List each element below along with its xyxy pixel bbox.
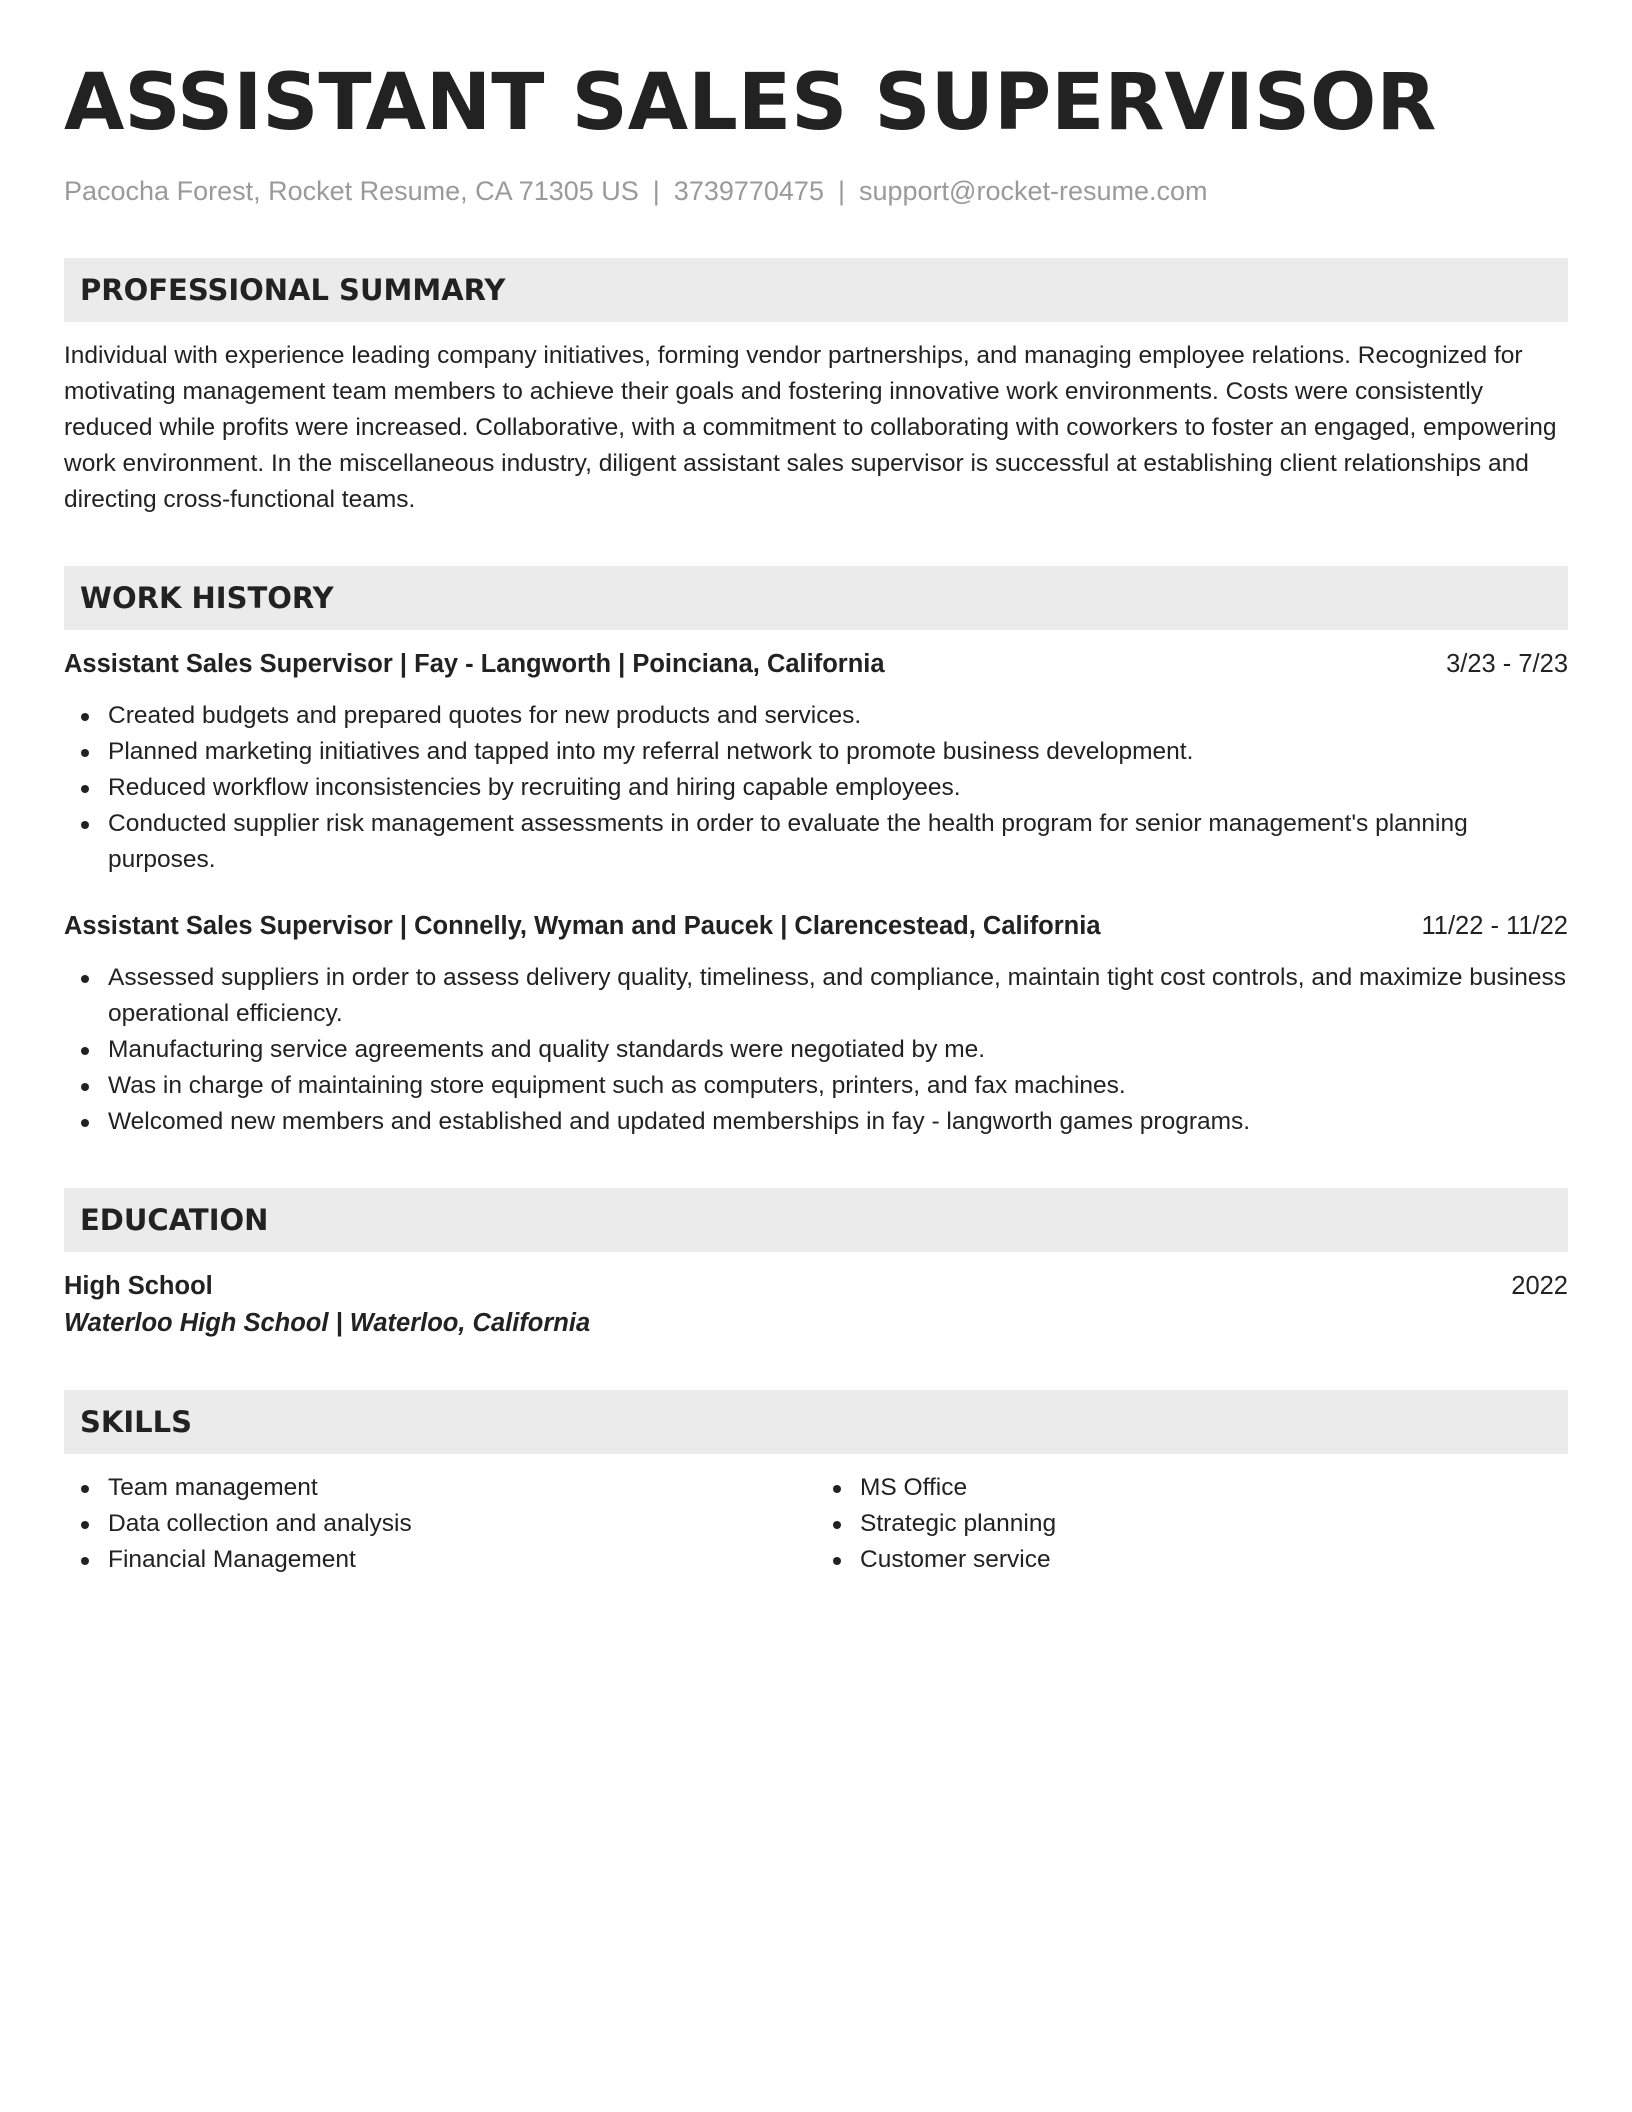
job-bullets	[64, 698, 1568, 878]
job-title: Assistant Sales Supervisor | Connelly, Wyman and Paucek | Clarencestead, California	[64, 912, 1101, 940]
skill-item: Strategic planning	[860, 1506, 1568, 1542]
summary-text: Individual with experience leading company initiatives, forming vendor partnerships, and managing employee relations. Recognized for motivating management team members to achieve their goals and fostering innovative work environments. Costs were consistently reduced while profits were increased. Collaborative, with a commitment to collaborating with coworkers to foster an engaged, empowering work environment. In the miscellaneous industry, diligent assistant sales supervisor is successful at establishing client relationships and directing cross-functional teams.	[64, 342, 1557, 513]
section-heading: PROFESSIONAL SUMMARY	[80, 273, 506, 307]
skill-item: Financial Management	[108, 1542, 816, 1578]
contact-separator: |	[652, 176, 660, 206]
education-degree: High School	[64, 1272, 213, 1300]
section-heading: WORK HISTORY	[80, 581, 334, 615]
skills-column-right	[816, 1470, 1568, 1578]
job-dates: 11/22 - 11/22	[1421, 912, 1568, 940]
section-header-summary	[64, 258, 1568, 322]
resume-title: ASSISTANT SALES SUPERVISOR	[64, 58, 1437, 148]
job-header	[64, 646, 1568, 682]
job-bullets	[64, 960, 1568, 1140]
job-entry	[64, 908, 1568, 1140]
skill-item: Data collection and analysis	[108, 1506, 816, 1542]
list-item: Created budgets and prepared quotes for new products and services.	[108, 698, 1568, 734]
section-header-work-history	[64, 566, 1568, 630]
skill-item: MS Office	[860, 1470, 1568, 1506]
section-heading: SKILLS	[80, 1405, 192, 1439]
list-item: Planned marketing initiatives and tapped into my referral network to promote business development.	[108, 734, 1568, 770]
list-item: Manufacturing service agreements and quality standards were negotiated by me.	[108, 1032, 1568, 1068]
contact-email: support@rocket-resume.com	[858, 176, 1208, 206]
contact-separator: |	[837, 176, 845, 206]
list-item: Welcomed new members and established and updated memberships in fay - langworth games programs.	[108, 1104, 1568, 1140]
section-header-skills	[64, 1390, 1568, 1454]
contact-address: Pacocha Forest, Rocket Resume, CA 71305 US	[64, 176, 639, 206]
skill-item: Customer service	[860, 1542, 1568, 1578]
skills-list	[64, 1470, 1568, 1578]
section-header-education	[64, 1188, 1568, 1252]
education-year: 2022	[1511, 1272, 1568, 1300]
education-header	[64, 1268, 1568, 1304]
list-item: Reduced workflow inconsistencies by recruiting and hiring capable employees.	[108, 770, 1568, 806]
skills-column-left	[64, 1470, 816, 1578]
job-title: Assistant Sales Supervisor | Fay - Langworth | Poinciana, California	[64, 650, 885, 678]
job-entry	[64, 646, 1568, 878]
job-dates: 3/23 - 7/23	[1446, 650, 1568, 678]
list-item: Assessed suppliers in order to assess delivery quality, timeliness, and compliance, maintain tight cost controls, and maximize business operational efficiency.	[108, 960, 1568, 1032]
education-entry	[64, 1268, 1568, 1342]
section-heading: EDUCATION	[80, 1203, 269, 1237]
job-header	[64, 908, 1568, 944]
skill-item: Team management	[108, 1470, 816, 1506]
list-item: Was in charge of maintaining store equipment such as computers, printers, and fax machines.	[108, 1068, 1568, 1104]
list-item: Conducted supplier risk management assessments in order to evaluate the health program for senior management's planning purposes.	[108, 806, 1568, 878]
contact-phone: 3739770475	[673, 176, 824, 206]
contact-line	[64, 174, 1568, 208]
education-school: Waterloo High School | Waterloo, California	[64, 1309, 591, 1337]
